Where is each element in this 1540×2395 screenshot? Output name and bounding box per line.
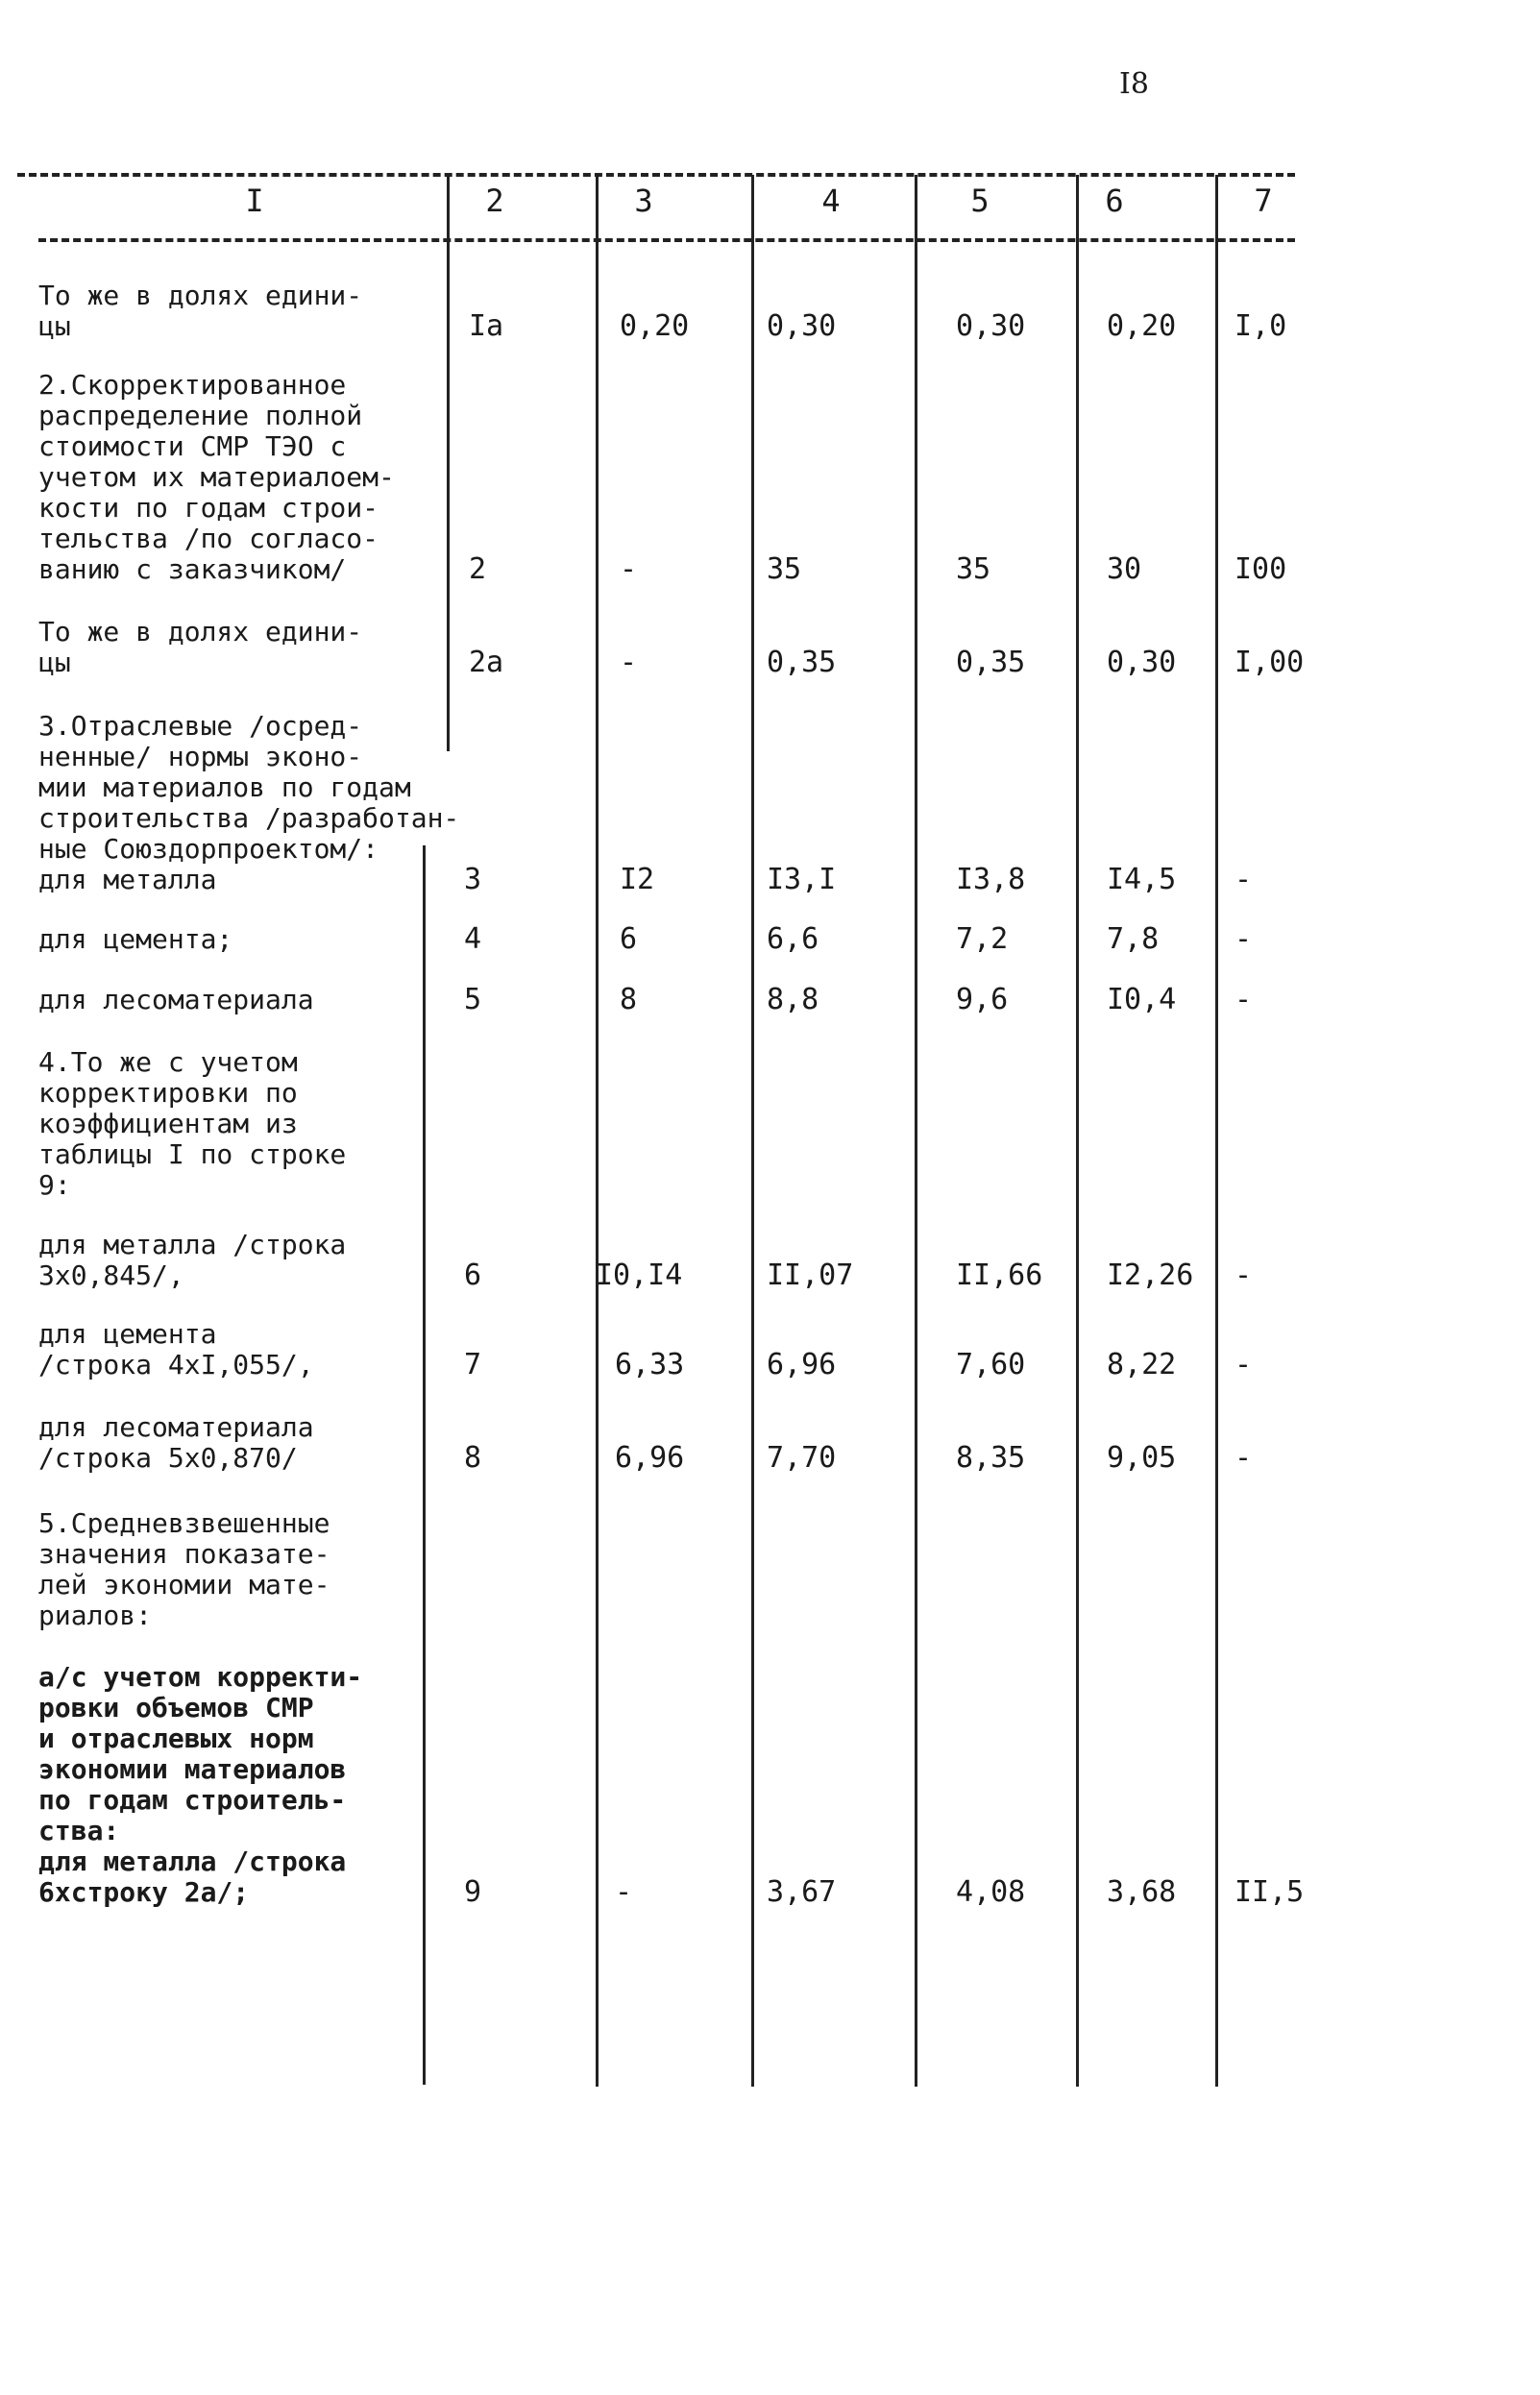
cell-col7: - — [1234, 1348, 1253, 1381]
cell-col4: I3,I — [767, 863, 837, 896]
cell-col7: - — [1234, 983, 1253, 1016]
row-label: 2.Скорректированное распределение полной стоимости СМР ТЭО с учетом их материалоем- кости по годам строи- тельства /по согласо- ванию с заказчиком/ — [38, 369, 395, 585]
cell-col5: I3,8 — [956, 863, 1026, 896]
cell-col7: I,0 — [1234, 309, 1287, 343]
row-label: То же в долях едини- цы — [38, 280, 363, 342]
cell-col3: - — [615, 1875, 633, 1909]
row-label: для цемента; — [38, 923, 233, 955]
cell-col3: - — [620, 646, 638, 679]
row-label: для лесоматериала — [38, 984, 314, 1015]
cell-col6: I2,26 — [1107, 1259, 1194, 1292]
row-code: 2а — [469, 646, 504, 679]
cell-col6: 8,22 — [1107, 1348, 1177, 1381]
cell-col6: 3,68 — [1107, 1875, 1177, 1909]
cell-col3: 8 — [620, 983, 638, 1016]
cell-col7: - — [1234, 863, 1253, 896]
cell-col4: 6,96 — [767, 1348, 837, 1381]
cell-col4: 7,70 — [767, 1441, 837, 1475]
column-rule-4 — [915, 175, 917, 2087]
cell-col7: I,00 — [1234, 646, 1305, 679]
cell-col5: 0,30 — [956, 309, 1026, 343]
row-label: для металла /строка 3х0,845/, — [38, 1229, 347, 1291]
cell-col5: 9,6 — [956, 983, 1009, 1016]
row-code: 5 — [464, 983, 482, 1016]
cell-col7: I00 — [1234, 552, 1287, 586]
col-header-3: 3 — [634, 183, 653, 219]
column-rule-3 — [751, 175, 754, 2087]
col-header-2: 2 — [485, 183, 504, 219]
row-code: 3 — [464, 863, 482, 896]
cell-col5: 35 — [956, 552, 991, 586]
cell-col3: I0,I4 — [596, 1259, 683, 1292]
col-header-4: 4 — [821, 183, 841, 219]
cell-col6: 30 — [1107, 552, 1142, 586]
cell-col3: 6 — [620, 922, 638, 956]
cell-col3: - — [620, 552, 638, 586]
column-rule-5 — [1076, 175, 1079, 2087]
row-code: 2 — [469, 552, 487, 586]
cell-col3: 6,33 — [615, 1348, 685, 1381]
cell-col6: 9,05 — [1107, 1441, 1177, 1475]
cell-col6: 0,30 — [1107, 646, 1177, 679]
column-rule-6 — [1215, 175, 1218, 2087]
cell-col4: 8,8 — [767, 983, 819, 1016]
cell-col4: 35 — [767, 552, 802, 586]
cell-col4: 0,30 — [767, 309, 837, 343]
cell-col3: 6,96 — [615, 1441, 685, 1475]
cell-col5: 0,35 — [956, 646, 1026, 679]
cell-col5: 7,60 — [956, 1348, 1026, 1381]
row-label: для цемента /строка 4хI,055/, — [38, 1318, 314, 1381]
cell-col6: I0,4 — [1107, 983, 1177, 1016]
row-code: 8 — [464, 1441, 482, 1475]
row-label: 3.Отраслевые /осред- ненные/ нормы эконо- мии материалов по годам строительства /разработан- ные Союздорпроектом/: для металла — [38, 710, 460, 895]
cell-col4: II,07 — [767, 1259, 854, 1292]
row-label: а/с учетом корректи- ровки объемов СМР и отраслевых норм экономии материалов по годам строитель- ства: для металла /строка 6хстроку 2а/; — [38, 1661, 363, 1908]
col-header-1: I — [245, 183, 264, 219]
row-label: для лесоматериала /строка 5х0,870/ — [38, 1411, 314, 1474]
row-code: 6 — [464, 1259, 482, 1292]
cell-col6: 0,20 — [1107, 309, 1177, 343]
cell-col7: - — [1234, 1259, 1253, 1292]
cell-col7: - — [1234, 1441, 1253, 1475]
cell-col5: 4,08 — [956, 1875, 1026, 1909]
col-header-7: 7 — [1254, 183, 1273, 219]
row-code: Iа — [469, 309, 504, 343]
row-label: То же в долях едини- цы — [38, 616, 363, 678]
cell-col5: II,66 — [956, 1259, 1043, 1292]
header-bottom-rule — [38, 238, 1295, 242]
cell-col6: 7,8 — [1107, 922, 1160, 956]
cell-col3: I2 — [620, 863, 655, 896]
cell-col4: 3,67 — [767, 1875, 837, 1909]
row-code: 4 — [464, 922, 482, 956]
row-label: 5.Средневзвешенные значения показате- лей экономии мате- риалов: — [38, 1507, 330, 1631]
col-header-5: 5 — [970, 183, 990, 219]
cell-col5: 8,35 — [956, 1441, 1026, 1475]
cell-col5: 7,2 — [956, 922, 1009, 956]
cell-col4: 0,35 — [767, 646, 837, 679]
cell-col7: II,5 — [1234, 1875, 1305, 1909]
row-code: 7 — [464, 1348, 482, 1381]
column-rule-1 — [447, 175, 450, 751]
cell-col7: - — [1234, 922, 1253, 956]
header-top-rule — [17, 173, 1295, 177]
row-label: 4.То же с учетом корректировки по коэффициентам из таблицы I по строке 9: — [38, 1046, 347, 1201]
column-rule-2 — [596, 175, 599, 2087]
col-header-6: 6 — [1105, 183, 1124, 219]
cell-col3: 0,20 — [620, 309, 690, 343]
page-number: I8 — [1119, 67, 1149, 101]
row-code: 9 — [464, 1875, 482, 1909]
cell-col6: I4,5 — [1107, 863, 1177, 896]
cell-col4: 6,6 — [767, 922, 819, 956]
